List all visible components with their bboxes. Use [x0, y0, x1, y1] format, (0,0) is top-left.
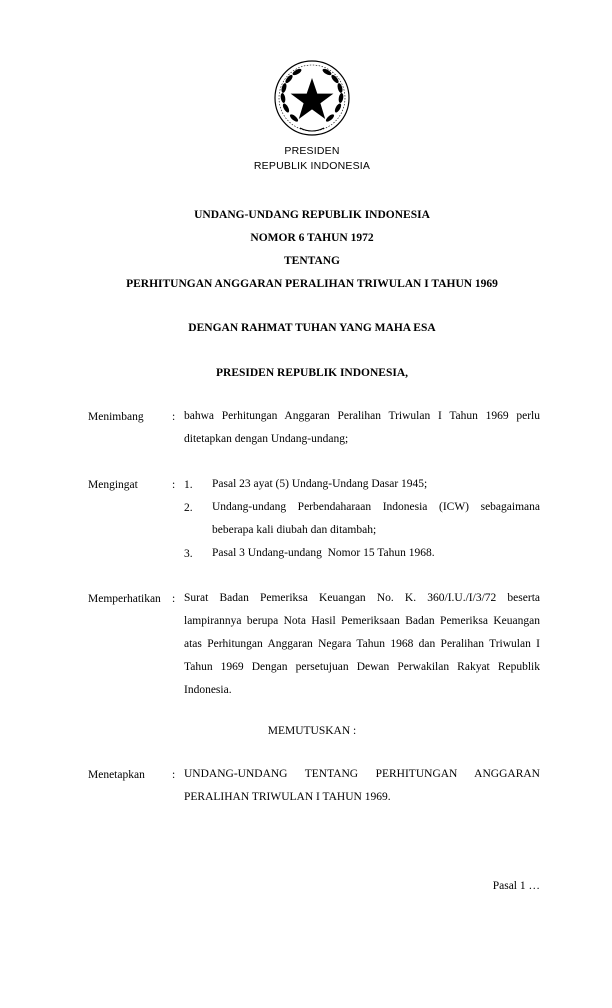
mengingat-item-num: 2. — [184, 502, 193, 514]
mengingat-item-num: 3. — [184, 548, 193, 560]
law-number: NOMOR 6 TAHUN 1972 — [250, 232, 374, 244]
menetapkan-label: Menetapkan — [88, 769, 145, 781]
law-tentang: TENTANG — [283, 255, 341, 267]
law-title: UNDANG-UNDANG REPUBLIK INDONESIA — [194, 209, 430, 221]
rahmat-line: DENGAN RAHMAT TUHAN YANG MAHA ESA — [188, 322, 436, 334]
memperhatikan-colon: : — [172, 593, 176, 605]
mengingat-item-text: Pasal 23 ayat (5) Undang-Undang Dasar 1945; — [212, 478, 428, 490]
mengingat-item-text: Undang-undang Perbendaharaan Indonesia (ICW) sebagaimana beberapa kali diubah dan ditambah; — [212, 501, 540, 536]
memperhatikan-label: Memperhatikan — [88, 593, 161, 605]
presidential-seal-icon — [272, 58, 352, 138]
memutuskan-heading: MEMUTUSKAN : — [267, 725, 357, 737]
header-republik: REPUBLIK INDONESIA — [253, 160, 371, 172]
menetapkan-text: UNDANG-UNDANG TENTANG PERHITUNGAN ANGGARAN PERALIHAN TRIWULAN I TAHUN 1969. — [184, 768, 540, 803]
menetapkan-colon: : — [172, 769, 176, 781]
next-page-note: Pasal 1 … — [492, 880, 540, 892]
mengingat-colon: : — [172, 479, 176, 491]
mengingat-item-num: 1. — [184, 479, 193, 491]
menimbang-text: bahwa Perhitungan Anggaran Peralihan Triwulan I Tahun 1969 perlu ditetapkan dengan Undang-undang; — [184, 410, 540, 445]
presiden-line: PRESIDEN REPUBLIK INDONESIA, — [215, 367, 409, 379]
header-presiden: PRESIDEN — [284, 145, 340, 157]
mengingat-item-text: Pasal 3 Undang-undang Nomor 15 Tahun 1968. — [212, 547, 435, 559]
memperhatikan-text: Surat Badan Pemeriksa Keuangan No. K. 360/I.U./I/3/72 beserta lampirannya berupa Nota Hasil Pemeriksaan Badan Pemeriksa Keuangan atas Perhitungan Anggaran Negara Tahun 1968 dan Peralihan Triwulan I Tahun 1969 Dengan persetujuan Dewan Perwakilan Rakyat Republik Indonesia. — [184, 592, 540, 696]
mengingat-label: Mengingat — [88, 479, 138, 491]
law-subject: PERHITUNGAN ANGGARAN PERALIHAN TRIWULAN I TAHUN 1969 — [126, 278, 498, 290]
menimbang-label: Menimbang — [88, 411, 144, 423]
menimbang-colon: : — [172, 411, 176, 423]
